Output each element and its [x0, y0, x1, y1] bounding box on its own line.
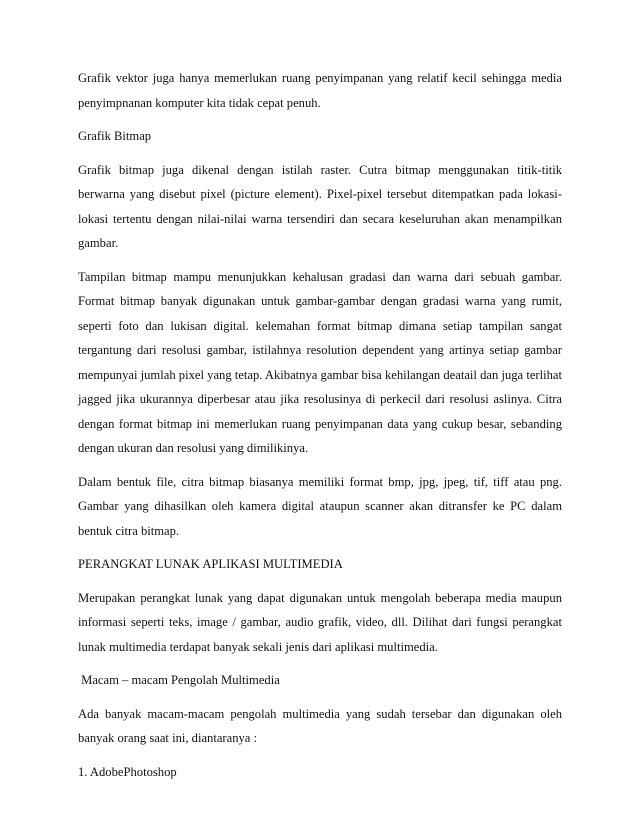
heading-macam-pengolah: Macam – macam Pengolah Multimedia — [78, 673, 280, 687]
paragraph-bitmap-definition: Grafik bitmap juga dikenal dengan istilah raster. Cutra bitmap menggunakan titik-titik berwarna yang disebut pixel (picture element). Pixel-pixel tersebut ditempatkan pada lokasi-lokasi tertentu dengan nilai-nilai warna tersendiri dan secara keseluruhan akan menampilkan gambar. — [78, 162, 562, 250]
list-item-adobe-photoshop: 1. AdobePhotoshop — [78, 764, 177, 779]
heading-grafik-bitmap: Grafik Bitmap — [78, 129, 152, 143]
heading-perangkat-lunak: PERANGKAT LUNAK APLIKASI MULTIMEDIA — [78, 557, 343, 571]
document-body — [78, 66, 562, 793]
paragraph-bitmap-display: Tampilan bitmap mampu menunjukkan kehalusan gradasi dan warna dari sebuah gambar. Format bitmap banyak digunakan untuk gambar-gambar dengan gradasi warna yang rumit, seperti foto dan lukisan digital. kelemahan format bitmap dimana setiap tampilan sangat tergantung dari resolusi gambar, istilahnya resolution dependent yang artinya setiap gambar mempunyai jumlah pixel yang tetap. Akibatnya gambar bisa kehilangan deatail dan juga terlihat jagged jika ukurannya diperbesar atau jika resolusinya di perkecil dari resolusi aslinya. Citra dengan format bitmap ini memerlukan ruang penyimpanan data yang cukup besar, sebanding dengan ukuran dan resolusi yang dimilikinya. — [78, 269, 562, 455]
paragraph-pengolah-intro: Ada banyak macam-macam pengolah multimedia yang sudah tersebar dan digunakan oleh banyak orang saat ini, diantaranya : — [78, 706, 562, 745]
paragraph-bitmap-file-formats: Dalam bentuk file, citra bitmap biasanya memiliki format bmp, jpg, jpeg, tif, tiff atau png. Gambar yang dihasilkan oleh kamera digital ataupun scanner akan ditransfer ke PC dalam bentuk citra bitmap. — [78, 474, 562, 538]
paragraph-vektor-storage: Grafik vektor juga hanya memerlukan ruang penyimpanan yang relatif kecil sehingga media penyimpnanan komputer kita tidak cepat penuh. — [78, 71, 562, 110]
paragraph-perangkat-lunak-definition: Merupakan perangkat lunak yang dapat digunakan untuk mengolah beberapa media maupun informasi seperti teks, image / gambar, audio grafik, video, dll. Dilihat dari fungsi perangkat lunak multimedia terdapat banyak sekali jenis dari aplikasi multimedia. — [78, 590, 562, 654]
